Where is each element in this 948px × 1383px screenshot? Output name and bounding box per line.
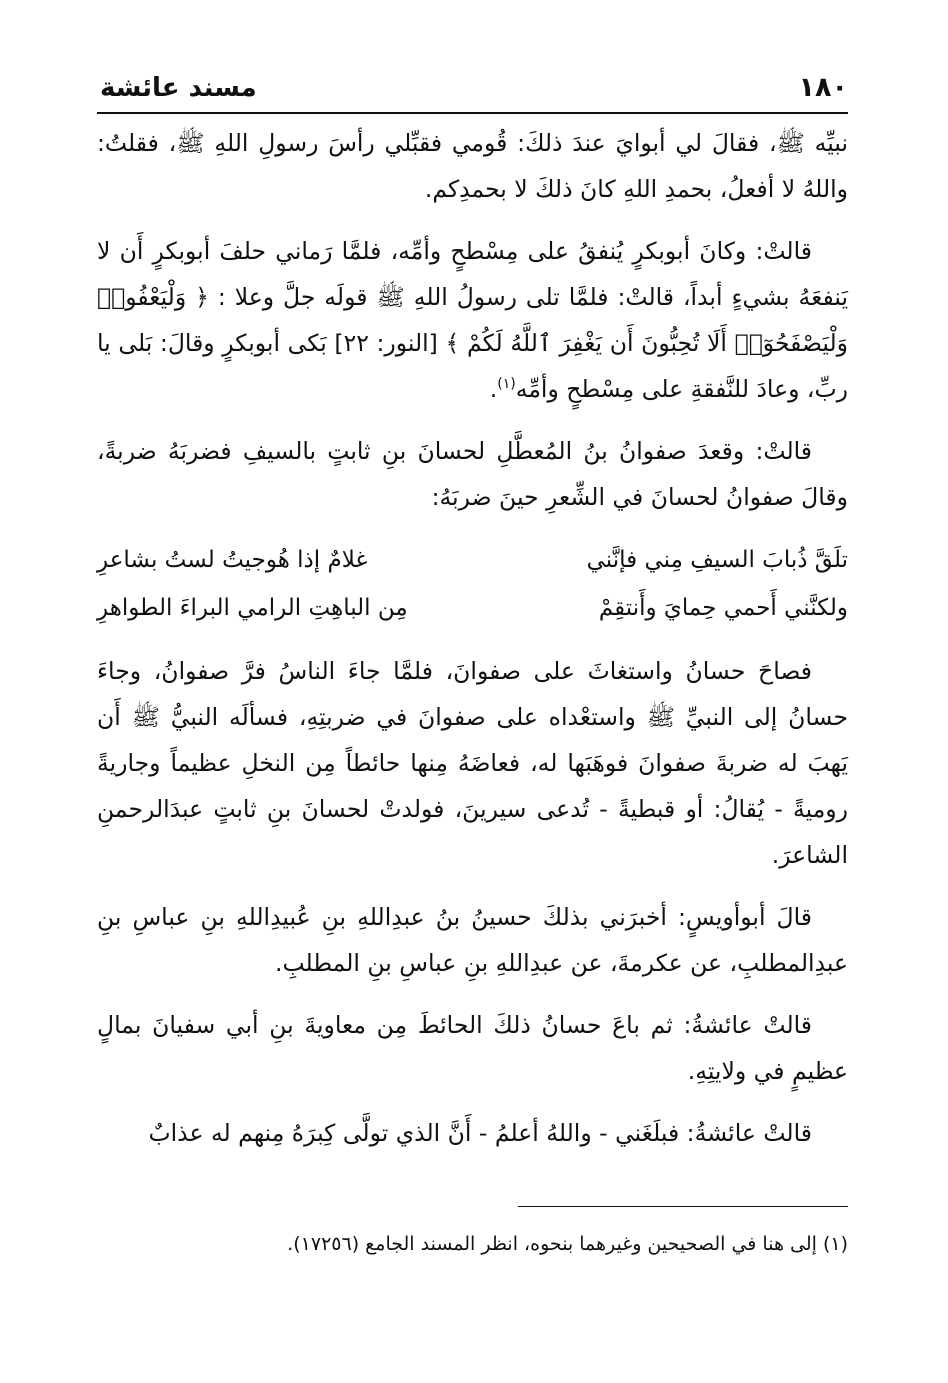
paragraph-2-end: . — [489, 375, 498, 403]
main-text — [97, 120, 848, 1172]
page-number: ١٨٠ — [798, 72, 848, 103]
paragraph-2 — [97, 228, 848, 412]
paragraph-4: فصاحَ حسانُ واستغاثَ على صفوانَ، فلمَّا جاءَ الناسُ فرَّ صفوانُ، وجاءَ حسانُ إلى النبيِّ ﷺ واستعْداه على صفوانَ في ضربتِهِ، فسألَه النبيُّ ﷺ أَن يَهبَ له ضربةَ صفوانَ فوهَبَها له، فعاضَهُ مِنها حائطاً مِن النخلِ عظيماً وجاريةً روميةً - يُقالُ: أو قبطيةً - تُدعى سيرينَ، فولدتْ لحسانَ بنِ ثابتٍ عبدَالرحمنِ الشاعرَ. — [97, 657, 848, 869]
footnote-reference[interactable]: (١) — [497, 376, 516, 393]
running-header — [100, 68, 848, 108]
verse-1-second-hemistich: غلامٌ إذا هُوجيتُ لستُ بشاعرِ — [97, 547, 368, 573]
verse-1-first-hemistich: تلَقَّ ذُبابَ السيفِ مِني فإنَّني — [586, 547, 848, 573]
paragraph-6: قالتْ عائشةُ: ثم باعَ حسانُ ذلكَ الحائطَ مِن معاويةَ بنِ أبي سفيانَ بمالٍ عظيمٍ في ولايتِهِ. — [97, 1011, 848, 1085]
header-rule — [97, 112, 848, 114]
poem-verse-1 — [97, 536, 848, 584]
quran-verse: ﴿ وَلْيَعْفُوا۟ وَلْيَصْفَحُوٓا۟ أَلَا تُحِبُّونَ أَن يَغْفِرَ ٱللَّهُ لَكُمْ ﴾ — [97, 283, 848, 357]
paragraph-3: قالتْ: وقعدَ صفوانُ بنُ المُعطَّلِ لحسانَ بنِ ثابتٍ بالسيفِ فضربَهُ ضربةً، وقالَ صفوانُ لحسانَ في الشِّعرِ حينَ ضربَهُ: — [97, 437, 848, 511]
paragraph-7: قالتْ عائشةُ: فبلَغَني - واللهُ أعلمُ - أَنَّ الذي تولَّى كِبرَهُ مِنهم له عذابٌ — [148, 1119, 812, 1147]
paragraph-2-text: قالتْ: وكانَ أبوبكرٍ يُنفقُ على مِسْطحٍ وأمِّه، فلمَّا رَماني حلفَ أبوبكرٍ أَن لا يَنفعَهُ بشيءٍ أبداً، قالتْ: فلمَّا تلى رسولُ اللهِ ﷺ قولَه جلَّ وعلا : — [97, 237, 848, 311]
footnote-rule — [518, 1206, 848, 1207]
paragraph-1: نبيِّه ﷺ، فقالَ لي أبوايَ عندَ ذلكَ: قُومي فقبِّلي رأسَ رسولِ اللهِ ﷺ، فقلتُ: واللهُ لا أفعلُ، بحمدِ اللهِ كانَ ذلكَ لا بحمدِكم. — [97, 129, 848, 203]
verse-2-first-hemistich: ولكنَّني أَحمي حِمايَ وأَنتقِمْ — [598, 595, 848, 621]
poem-verse-2 — [97, 584, 848, 632]
poem — [97, 536, 848, 632]
running-title: مسند عائشة — [100, 73, 257, 103]
verse-2-second-hemistich: مِن الباهِتِ الرامي البراءَ الطواهرِ — [97, 595, 408, 621]
paragraph-5: قالَ أبوأويسٍ: أخبرَني بذلكَ حسينُ بنُ عبدِاللهِ بنِ عُبيدِاللهِ بنِ عباسِ بنِ عبدِالمطلبِ، عن عكرمةَ، عن عبدِاللهِ بنِ عباسِ بنِ المطلبِ. — [97, 903, 848, 977]
paragraph-2-continuation: [النور: ٢٢] بَكى أبوبكرٍ وقالَ: بَلى يا ربِّ، وعادَ للنَّفقةِ على مِسْطحٍ وأمِّه — [97, 329, 848, 403]
footnote: (١) إلى هنا في الصحيحين وغيرهما بنحوه، انظر المسند الجامع (١٧٢٥٦). — [287, 1233, 848, 1255]
